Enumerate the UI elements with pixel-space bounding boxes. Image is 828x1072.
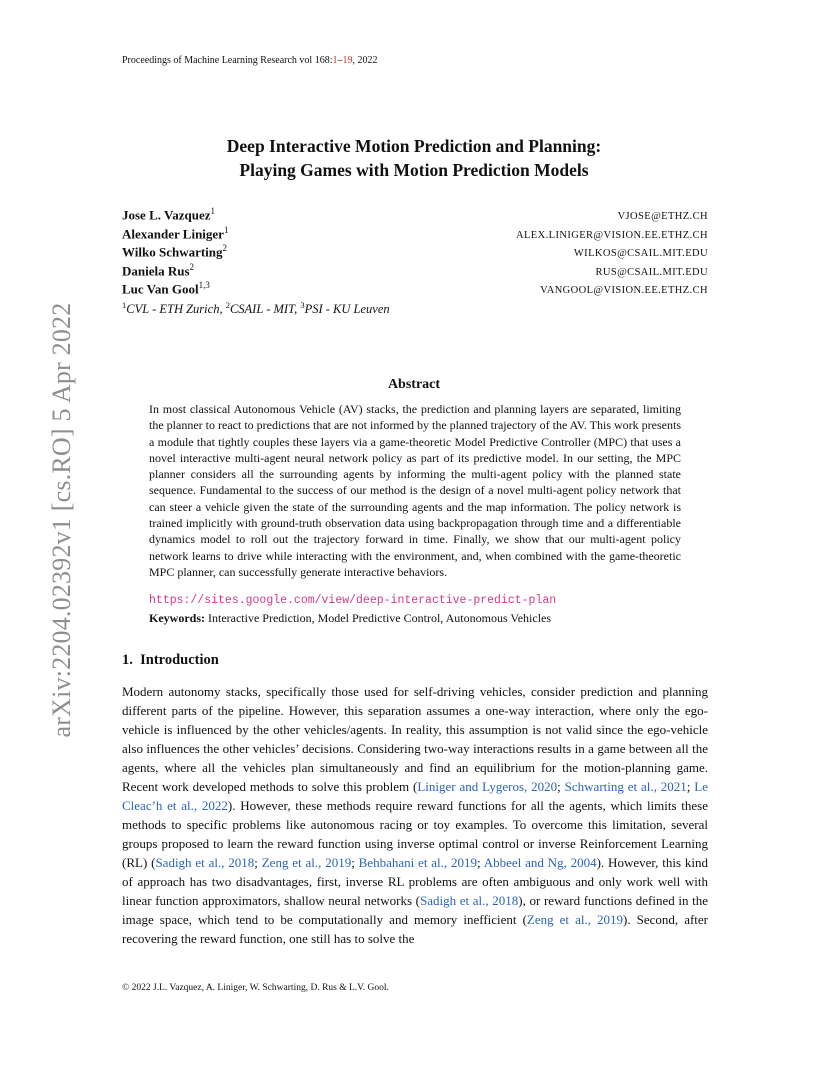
page-end-link[interactable]: 19: [342, 55, 353, 66]
abstract-text: In most classical Autonomous Vehicle (AV) stacks, the prediction and planning layers are separated, limiting the planner to react to predictions that are not informed by the planned trajectory of the AV. This work presents a module that tightly couples these layers via a game-theoretic Model Predictive Controller (MPC) that uses a novel interactive multi-agent neural network policy as part of its predictive model. In our setting, the MPC planner considers all the surrounding agents by informing the multi-agent policy with the planned state sequence. Fundamental to the success of our method is the design of a novel multi-agent policy network that can steer a vehicle given the state of the surrounding agents and the map information. The policy network is trained implicitly with ground-truth observation data using backpropagation through time and a differentiable dynamics model to roll out the trajectory forward in time. Finally, we show that our multi-agent policy network learns to drive while interacting with the environment, and, when combined with the game-theoretic MPC planner, can successfully generate interactive behaviors.: [149, 402, 681, 579]
author-email: WILKOS@CSAIL.MIT.EDU: [573, 248, 708, 260]
author-email: RUS@CSAIL.MIT.EDU: [595, 266, 708, 278]
citation-link[interactable]: Liniger and Lygeros, 2020: [417, 779, 558, 794]
running-header: Proceedings of Machine Learning Research vol 168:1–19, 2022: [122, 55, 378, 66]
citation-link[interactable]: Abbeel and Ng, 2004: [483, 855, 597, 870]
author-email: VJOSE@ETHZ.CH: [617, 211, 708, 223]
citation-link[interactable]: Zeng et al., 2019: [526, 912, 624, 927]
title-line-1: Deep Interactive Motion Prediction and Planning:: [226, 136, 602, 156]
citation-link[interactable]: Le Cleac’h et al., 2022: [122, 779, 709, 813]
paper-title: [0, 134, 828, 182]
author-email: ALEX.LINIGER@VISION.EE.ETHZ.CH: [516, 229, 708, 241]
author-row: [122, 280, 708, 299]
author-name: Daniela Rus$^2$: [122, 261, 195, 278]
author-block: [122, 206, 708, 317]
citation-link[interactable]: Schwarting et al., 2021: [564, 779, 687, 794]
page-start-link[interactable]: 1: [332, 55, 338, 66]
author-email: VANGOOL@VISION.EE.ETHZ.CH: [540, 285, 708, 297]
affiliations: $^1$CVL - ETH Zurich, $^2$CSAIL - MIT, $^3$PSI - KU Leuven: [122, 299, 390, 316]
author-row: [122, 225, 708, 244]
author-row: [122, 262, 708, 281]
citation-link[interactable]: Behbahani et al., 2019: [358, 855, 477, 870]
project-url-link[interactable]: https://sites.google.com/view/deep-interactive-predict-plan: [149, 594, 557, 607]
citation-link[interactable]: Zeng et al., 2019: [261, 855, 352, 870]
author-name: Wilko Schwarting$^2$: [122, 243, 228, 260]
abstract-heading: Abstract: [387, 377, 441, 392]
author-name: Alexander Liniger$^1$: [122, 224, 229, 241]
introduction-text: Modern autonomy stacks, specifically those used for self-driving vehicles, consider prediction and planning different parts of the pipeline. However, this separation assumes a one-way interaction, where only the ego-vehicle is influenced by the other vehicles/agents. In reality, this assumption is not valid since the ego-vehicle also influences the other vehicles’ decisions. Considering two-way interactions results in a game between all the agents, where all the vehicles plan simultaneously and find an equilibrium for the motion-planning game. Recent work developed methods to solve this problem (Liniger and Lygeros, 2020; Schwarting et al., 2021; Le Cleac’h et al., 2022). However, these methods require reward functions for all the agents, which limits these methods to specific problems like autonomous racing or toy examples. To overcome this limitation, several groups proposed to learn the reward function using inverse optimal control or inverse Reinforcement Learning (RL) (Sadigh et al., 2018; Zeng et al., 2019; Behbahani et al., 2019; Abbeel and Ng, 2004). However, this kind of approach has two disadvantages, first, inverse RL problems are often ambiguous and only work well with linear function approximators, shallow neural networks (Sadigh et al., 2018), or reward functions defined in the image space, which tend to be computationally and memory inefficient (Zeng et al., 2019). Second, after recovering the reward function, one still has to solve the: [122, 684, 709, 946]
arxiv-stamp: arXiv:2204.02392v1 [cs.RO] 5 Apr 2022: [47, 302, 76, 738]
author-name: Jose L. Vazquez$^1$: [122, 206, 215, 223]
citation-link[interactable]: Sadigh et al., 2018: [420, 893, 519, 908]
keywords: Keywords: Interactive Prediction, Model Predictive Control, Autonomous Vehicles: [149, 611, 552, 625]
author-row: [122, 206, 708, 225]
section-heading: 1. Introduction: [122, 652, 219, 668]
citation-link[interactable]: Sadigh et al., 2018: [155, 855, 255, 870]
author-name: Luc Van Gool$^{1,3}$: [122, 280, 210, 297]
title-line-2: Playing Games with Motion Prediction Models: [239, 160, 589, 180]
author-row: [122, 243, 708, 262]
copyright-footer: © 2022 J.L. Vazquez, A. Liniger, W. Schwarting, D. Rus & L.V. Gool.: [122, 983, 389, 993]
